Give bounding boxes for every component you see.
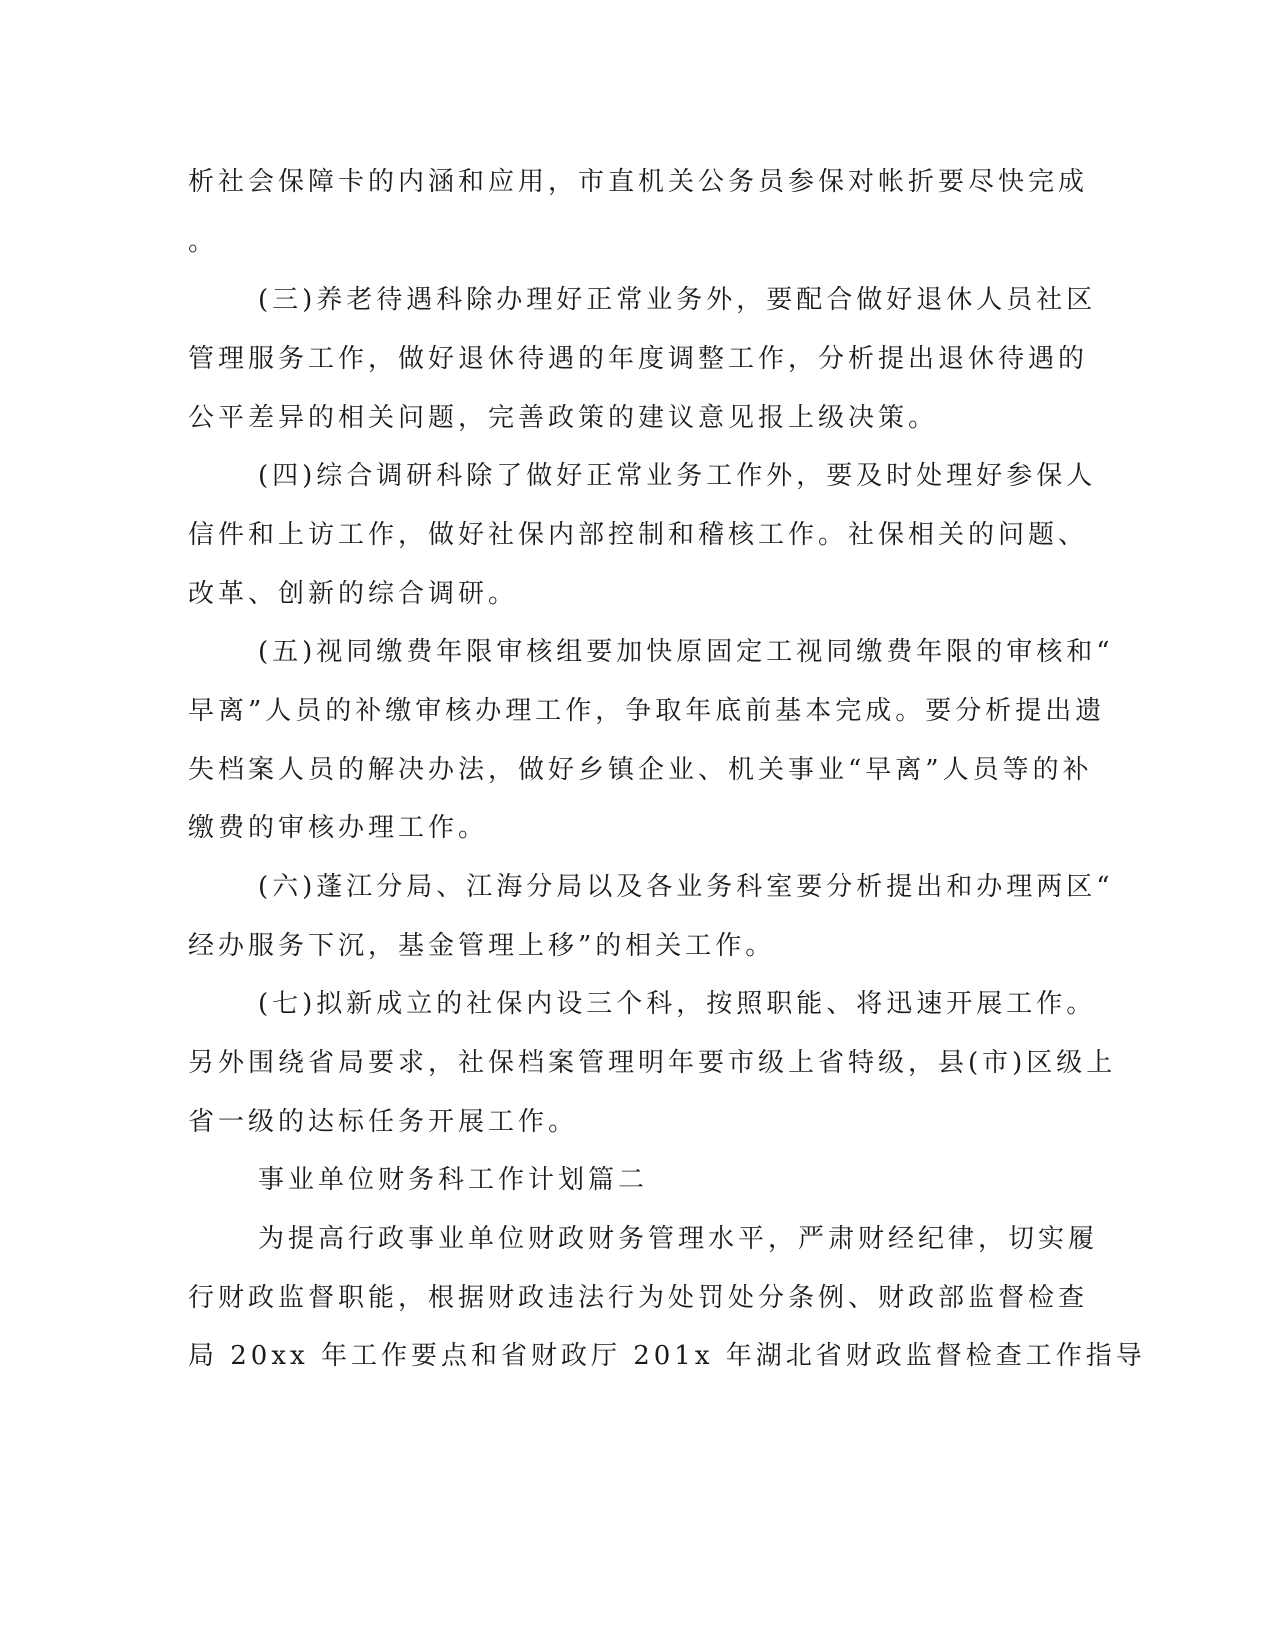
text-line: 析社会保障卡的内涵和应用，市直机关公务员参保对帐折要尽快完成 bbox=[188, 167, 1089, 197]
text-line: 失档案人员的解决办法，做好乡镇企业、机关事业“早离”人员等的补 bbox=[188, 755, 1093, 785]
text-line: 公平差异的相关问题，完善政策的建议意见报上级决策。 bbox=[188, 403, 939, 433]
text-line: (六)蓬江分局、江海分局以及各业务科室要分析提出和办理两区“ bbox=[258, 872, 1114, 902]
text-line: 早离”人员的补缴审核办理工作，争取年底前基本完成。要分析提出遗 bbox=[188, 696, 1106, 726]
text-line: 为提高行政事业单位财政财务管理水平，严肃财经纪律，切实履 bbox=[258, 1224, 1099, 1254]
section-heading: 事业单位财务科工作计划篇二 bbox=[258, 1165, 649, 1195]
text-line: 另外围绕省局要求，社保档案管理明年要市级上省特级，县(市)区级上 bbox=[188, 1048, 1117, 1078]
text-line: 行财政监督职能，根据财政违法行为处罚处分条例、财政部监督检查 bbox=[188, 1283, 1089, 1313]
text-line: 。 bbox=[188, 227, 219, 257]
text-line: (四)综合调研科除了做好正常业务工作外，要及时处理好参保人 bbox=[258, 461, 1097, 491]
text-line: 省一级的达标任务开展工作。 bbox=[188, 1107, 579, 1137]
text-line: (三)养老待遇科除办理好正常业务外，要配合做好退休人员社区 bbox=[258, 285, 1097, 315]
text-line: 缴费的审核办理工作。 bbox=[188, 813, 489, 843]
text-line: (五)视同缴费年限审核组要加快原固定工视同缴费年限的审核和“ bbox=[258, 637, 1114, 667]
text-line: 管理服务工作，做好退休待遇的年度调整工作，分析提出退休待遇的 bbox=[188, 344, 1089, 374]
text-line: 经办服务下沉，基金管理上移”的相关工作。 bbox=[188, 931, 776, 961]
text-line: 信件和上访工作，做好社保内部控制和稽核工作。社保相关的问题、 bbox=[188, 520, 1089, 550]
text-line: (七)拟新成立的社保内设三个科，按照职能、将迅速开展工作。 bbox=[258, 989, 1097, 1019]
text-line: 改革、创新的综合调研。 bbox=[188, 579, 519, 609]
text-line: 局 20xx 年工作要点和省财政厅 201x 年湖北省财政监督检查工作指导 bbox=[188, 1341, 1146, 1371]
